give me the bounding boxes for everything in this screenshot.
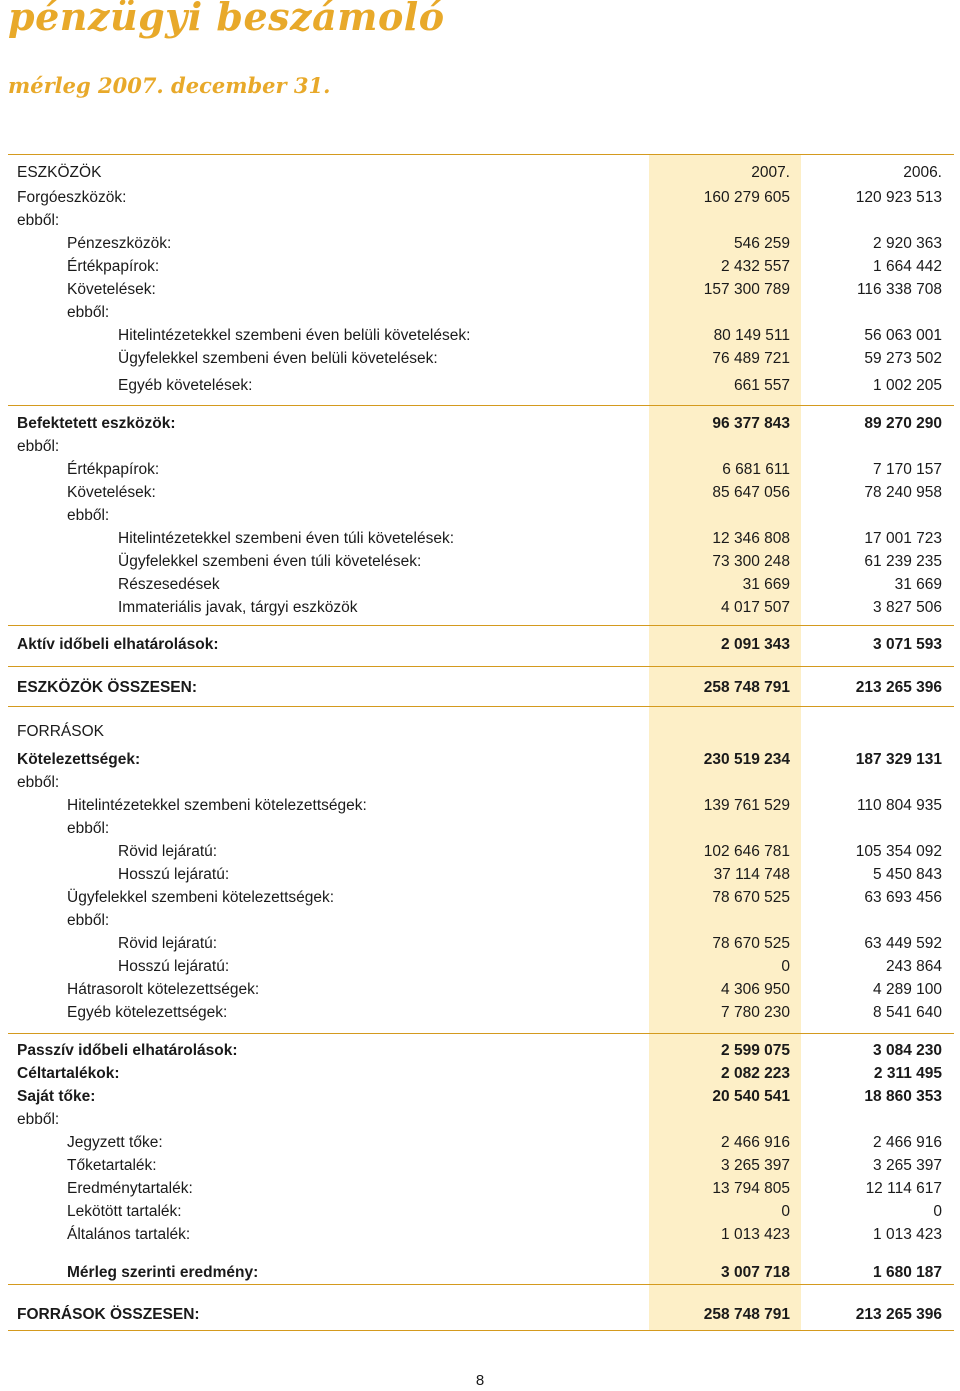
value-2007: 96 377 843 — [712, 415, 790, 432]
row-label: Ügyfelekkel szembeni éven belüli követelések: — [118, 350, 438, 367]
table-row — [0, 933, 960, 955]
row-label: Hitelintézetekkel szembeni éven túli követelések: — [118, 530, 455, 547]
value-2007: 1 013 423 — [721, 1226, 790, 1243]
value-2007: 160 279 605 — [703, 189, 790, 206]
value-2007: 31 669 — [742, 576, 790, 593]
row-label: ebből: — [17, 774, 60, 791]
table-row — [0, 482, 960, 504]
row-label: Saját tőke: — [17, 1088, 96, 1105]
row-label: Kötelezettségek: — [17, 751, 141, 768]
value-2007: 2 091 343 — [721, 636, 790, 653]
row-label: Követelések: — [67, 281, 156, 298]
row-label: Hosszú lejáratú: — [118, 866, 230, 883]
row-label: Passzív időbeli elhatárolások: — [17, 1042, 238, 1059]
table-row — [0, 634, 960, 656]
value-2007: 102 646 781 — [703, 843, 790, 860]
table-row — [0, 413, 960, 435]
section-rule — [8, 625, 954, 626]
table-row — [0, 574, 960, 596]
value-2007: 13 794 805 — [712, 1180, 790, 1197]
table-row — [0, 505, 960, 527]
value-2007: 0 — [781, 1203, 790, 1220]
value-2006: 105 354 092 — [855, 843, 942, 860]
value-2006: 18 860 353 — [864, 1088, 942, 1105]
value-2006: 17 001 723 — [864, 530, 942, 547]
row-label: Mérleg szerinti eredmény: — [67, 1264, 259, 1281]
table-row — [0, 910, 960, 932]
table-row — [0, 677, 960, 699]
value-2006: 2 920 363 — [873, 235, 942, 252]
table-row — [0, 818, 960, 840]
value-2007: 20 540 541 — [712, 1088, 790, 1105]
value-2007: 258 748 791 — [703, 1306, 790, 1323]
section-rule — [8, 1284, 954, 1285]
value-2006: 12 114 617 — [865, 1180, 942, 1197]
table-row — [0, 256, 960, 278]
value-2006: 2 466 916 — [873, 1134, 942, 1151]
value-2006: 0 — [933, 1203, 942, 1220]
row-label: Aktív időbeli elhatárolások: — [17, 636, 219, 653]
section-rule — [8, 706, 954, 707]
row-label: Követelések: — [67, 484, 156, 501]
table-row — [0, 1224, 960, 1246]
section-rule — [8, 1033, 954, 1034]
table-row — [0, 721, 960, 743]
value-2007: 73 300 248 — [712, 553, 790, 570]
page-title: pénzügyi beszámoló — [8, 0, 445, 39]
row-label: FORRÁSOK ÖSSZESEN: — [17, 1306, 200, 1323]
value-2006: 63 449 592 — [864, 935, 942, 952]
row-label: ebből: — [17, 212, 60, 229]
table-row — [0, 887, 960, 909]
row-label: ESZKÖZÖK — [17, 164, 102, 181]
value-2007: 78 670 525 — [712, 889, 790, 906]
value-2007: 7 780 230 — [721, 1004, 790, 1021]
table-row — [0, 1201, 960, 1223]
section-rule — [8, 1330, 954, 1331]
table-row — [0, 597, 960, 619]
table-row — [0, 1155, 960, 1177]
value-2007: 12 346 808 — [712, 530, 790, 547]
value-2007: 258 748 791 — [703, 679, 790, 696]
row-label: ESZKÖZÖK ÖSSZESEN: — [17, 679, 197, 696]
value-2006: 4 289 100 — [873, 981, 942, 998]
row-label: Befektetett eszközök: — [17, 415, 176, 432]
row-label: Immateriális javak, tárgyi eszközök — [118, 599, 358, 616]
value-2006: 8 541 640 — [873, 1004, 942, 1021]
value-2007: 661 557 — [733, 377, 790, 394]
table-row — [0, 956, 960, 978]
table-row — [0, 348, 960, 370]
section-rule — [8, 405, 954, 406]
value-2007: 85 647 056 — [712, 484, 790, 501]
row-label: Egyéb követelések: — [118, 377, 253, 394]
value-2007: 4 306 950 — [721, 981, 790, 998]
row-label: ebből: — [17, 1111, 60, 1128]
row-label: ebből: — [67, 507, 110, 524]
row-label: Ügyfelekkel szembeni éven túli követelések: — [118, 553, 422, 570]
row-label: Forgóeszközök: — [17, 189, 127, 206]
value-2006: 116 338 708 — [856, 281, 942, 298]
value-2007: 6 681 611 — [722, 461, 790, 478]
row-label: Eredménytartalék: — [67, 1180, 193, 1197]
row-label: ebből: — [67, 820, 110, 837]
table-row — [0, 979, 960, 1001]
value-2007: 0 — [781, 958, 790, 975]
value-2006: 1 664 442 — [873, 258, 942, 275]
value-2007: 2 082 223 — [721, 1065, 790, 1082]
value-2006: 3 827 506 — [873, 599, 942, 616]
table-row — [0, 1086, 960, 1108]
table-row — [0, 1109, 960, 1131]
value-2006: 213 265 396 — [855, 1306, 942, 1323]
table-row — [0, 772, 960, 794]
row-label: ebből: — [17, 438, 60, 455]
value-2007: 546 259 — [733, 235, 790, 252]
page-number: 8 — [475, 1372, 485, 1389]
value-2007: 4 017 507 — [721, 599, 790, 616]
value-2006: 1 002 205 — [873, 377, 942, 394]
row-label: Általános tartalék: — [67, 1226, 191, 1243]
table-row — [0, 1040, 960, 1062]
page-subtitle: mérleg 2007. december 31. — [8, 73, 331, 98]
row-label: ebből: — [67, 304, 110, 321]
value-2006: 110 804 935 — [856, 797, 942, 814]
value-2007: 3 265 397 — [721, 1157, 790, 1174]
row-label: Hitelintézetekkel szembeni éven belüli követelések: — [118, 327, 471, 344]
table-row — [0, 795, 960, 817]
value-2006: 187 329 131 — [855, 751, 942, 768]
value-2006: 89 270 290 — [864, 415, 942, 432]
section-rule — [8, 666, 954, 667]
value-2007: 80 149 511 — [713, 327, 790, 344]
table-row — [0, 302, 960, 324]
table-row — [0, 325, 960, 347]
value-2007: 230 519 234 — [703, 751, 790, 768]
table-row — [0, 1132, 960, 1154]
row-label: Hitelintézetekkel szembeni kötelezettségek: — [67, 797, 367, 814]
value-2006: 2006. — [903, 164, 942, 181]
value-2007: 2 466 916 — [721, 1134, 790, 1151]
value-2006: 56 063 001 — [864, 327, 942, 344]
value-2006: 243 864 — [885, 958, 942, 975]
row-label: Rövid lejáratú: — [118, 935, 218, 952]
table-row — [0, 187, 960, 209]
value-2006: 120 923 513 — [855, 189, 942, 206]
value-2006: 78 240 958 — [864, 484, 942, 501]
table-row — [0, 233, 960, 255]
value-2006: 7 170 157 — [873, 461, 942, 478]
value-2007: 139 761 529 — [703, 797, 790, 814]
value-2006: 61 239 235 — [864, 553, 942, 570]
row-label: Ügyfelekkel szembeni kötelezettségek: — [67, 889, 335, 906]
value-2006: 5 450 843 — [873, 866, 942, 883]
value-2006: 3 265 397 — [873, 1157, 942, 1174]
value-2006: 59 273 502 — [864, 350, 942, 367]
row-label: Hátrasorolt kötelezettségek: — [67, 981, 260, 998]
value-2006: 1 013 423 — [873, 1226, 942, 1243]
value-2007: 3 007 718 — [721, 1264, 790, 1281]
table-row — [0, 528, 960, 550]
value-2006: 3 071 593 — [873, 636, 942, 653]
row-label: Egyéb kötelezettségek: — [67, 1004, 228, 1021]
value-2006: 63 693 456 — [864, 889, 942, 906]
table-row — [0, 1178, 960, 1200]
table-row — [0, 279, 960, 301]
row-label: Rövid lejáratú: — [118, 843, 218, 860]
value-2006: 3 084 230 — [873, 1042, 942, 1059]
row-label: ebből: — [67, 912, 110, 929]
table-row — [0, 210, 960, 232]
row-label: Tőketartalék: — [67, 1157, 157, 1174]
row-label: Értékpapírok: — [67, 461, 160, 478]
value-2007: 2 432 557 — [721, 258, 790, 275]
header-rule — [8, 154, 954, 155]
table-row — [0, 1002, 960, 1024]
value-2007: 37 114 748 — [713, 866, 790, 883]
row-label: Értékpapírok: — [67, 258, 160, 275]
row-label: Pénzeszközök: — [67, 235, 172, 252]
value-2006: 213 265 396 — [855, 679, 942, 696]
table-row — [0, 1304, 960, 1326]
table-row — [0, 375, 960, 397]
value-2007: 2 599 075 — [721, 1042, 790, 1059]
row-label: FORRÁSOK — [17, 723, 104, 740]
row-label: Jegyzett tőke: — [67, 1134, 163, 1151]
table-row — [0, 1262, 960, 1284]
table-row — [0, 841, 960, 863]
value-2007: 157 300 789 — [703, 281, 790, 298]
table-row — [0, 551, 960, 573]
row-label: Hosszú lejáratú: — [118, 958, 230, 975]
row-label: Lekötött tartalék: — [67, 1203, 182, 1220]
value-2006: 31 669 — [894, 576, 942, 593]
table-row — [0, 162, 960, 184]
value-2007: 78 670 525 — [712, 935, 790, 952]
value-2006: 1 680 187 — [873, 1264, 942, 1281]
row-label: Céltartalékok: — [17, 1065, 120, 1082]
table-row — [0, 1063, 960, 1085]
table-row — [0, 749, 960, 771]
row-label: Részesedések — [118, 576, 220, 593]
table-row — [0, 864, 960, 886]
value-2006: 2 311 495 — [873, 1065, 942, 1082]
table-row — [0, 459, 960, 481]
value-2007: 2007. — [751, 164, 790, 181]
table-row — [0, 436, 960, 458]
value-2007: 76 489 721 — [712, 350, 790, 367]
